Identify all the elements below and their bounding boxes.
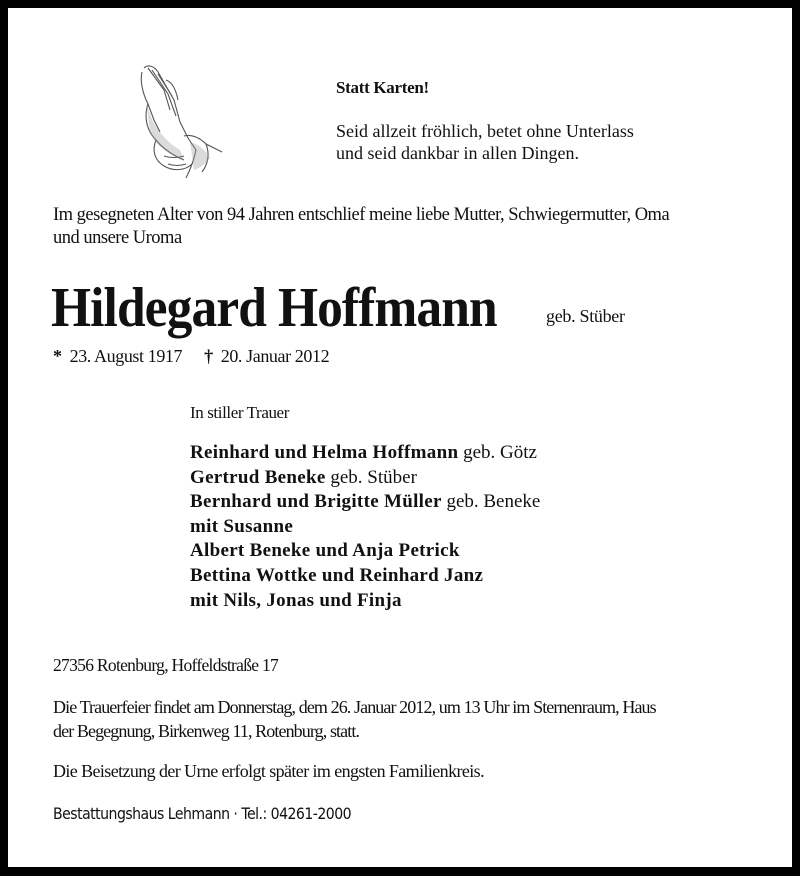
- death-date: 20. Januar 2012: [220, 346, 330, 366]
- birth-star-icon: *: [53, 346, 62, 366]
- praying-hands-icon: [134, 60, 230, 180]
- ceremony-line: der Begegnung, Birkenweg 11, Rotenburg, statt.: [53, 721, 360, 741]
- mourner-line: Reinhard und Helma Hoffmann geb. Götz: [190, 442, 537, 463]
- verse-line: Seid allzeit fröhlich, betet ohne Unterlass: [336, 121, 634, 141]
- mourning-intro: In stiller Trauer: [190, 403, 289, 422]
- mourner-line: Bettina Wottke und Reinhard Janz: [190, 564, 484, 586]
- ceremony-line: Die Trauerfeier findet am Donnerstag, dem 26. Januar 2012, um 13 Uhr im Sternenraum, Haus: [53, 697, 656, 717]
- intro-text: [53, 204, 669, 250]
- bible-verse: [336, 120, 634, 164]
- obituary-notice: [8, 8, 792, 867]
- intro-line: Im gesegneten Alter von 94 Jahren entschlief meine liebe Mutter, Schwiegermutter, Oma: [53, 205, 670, 225]
- ceremony-info: [53, 695, 656, 743]
- deceased-name: Hildegard Hoffmann: [51, 277, 497, 339]
- mourner-line: Gertrud Beneke geb. Stüber: [190, 466, 417, 488]
- mourner-line: Bernhard und Brigitte Müller geb. Beneke: [190, 491, 541, 513]
- mourner-line: Albert Beneke und Anja Petrick: [190, 540, 460, 562]
- mourners-list: [190, 441, 540, 613]
- mourner-line: mit Susanne: [190, 515, 294, 537]
- family-address: 27356 Rotenburg, Hoffeldstraße 17: [53, 655, 279, 675]
- undertaker-info: Bestattungshaus Lehmann · Tel.: 04261-2000: [53, 804, 352, 823]
- verse-line: und seid dankbar in allen Dingen.: [336, 143, 579, 163]
- urn-notice: Die Beisetzung der Urne erfolgt später im engsten Familienkreis.: [53, 761, 484, 781]
- life-dates: [53, 346, 329, 367]
- notice-heading: Statt Karten!: [336, 78, 429, 97]
- mourner-line: mit Nils, Jonas und Finja: [190, 589, 402, 611]
- death-cross-icon: †: [204, 346, 213, 366]
- intro-line: und unsere Uroma: [53, 228, 182, 248]
- birth-date: 23. August 1917: [69, 346, 183, 366]
- maiden-name: geb. Stüber: [546, 306, 625, 326]
